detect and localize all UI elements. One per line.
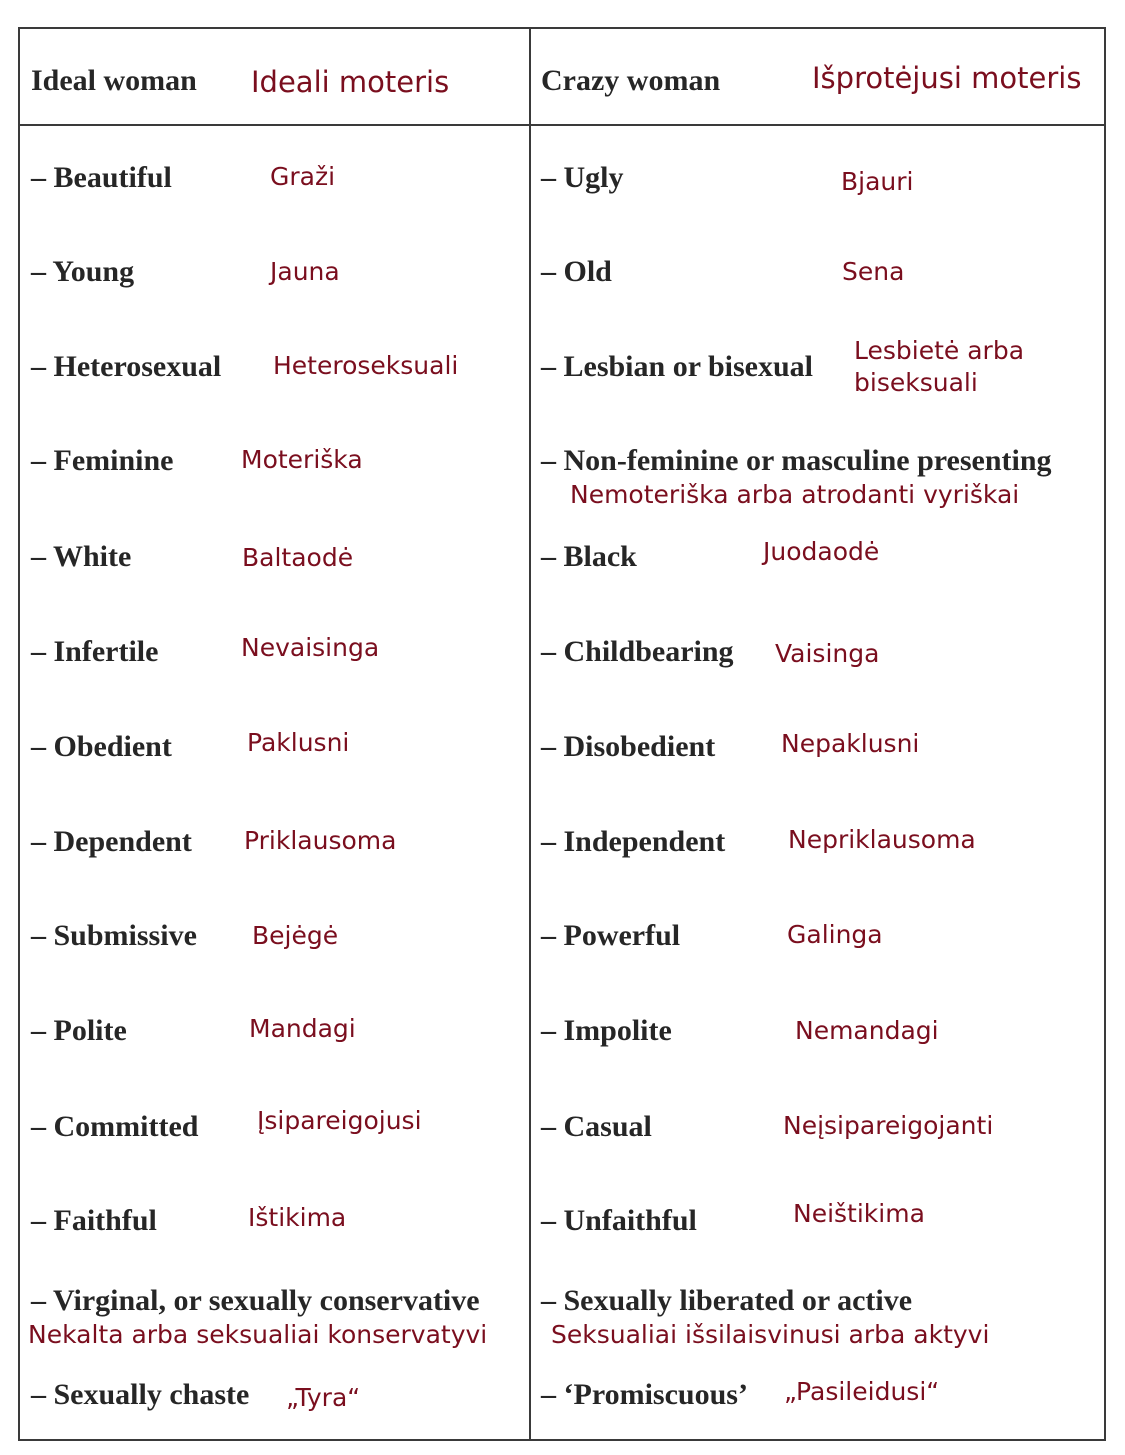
ideal-item-lt: Įsipareigojusi (257, 1106, 422, 1135)
ideal-item-lt: Jauna (270, 257, 340, 286)
ideal-item-en: – Young (31, 255, 135, 288)
ideal-item-en: – Faithful (31, 1204, 157, 1237)
ideal-item-en: – Committed (31, 1110, 199, 1143)
crazy-item-en: – ‘Promiscuous’ (541, 1378, 748, 1411)
crazy-item-lt: Nemoteriška arba atrodanti vyriškai (570, 480, 1020, 509)
ideal-item-en: – Dependent (31, 825, 192, 858)
ideal-item-en: – Heterosexual (31, 350, 222, 383)
crazy-item-en: – Non-feminine or masculine presenting (541, 444, 1052, 477)
ideal-item-lt: Bejėgė (252, 921, 339, 950)
ideal-item-en: – Obedient (31, 730, 172, 763)
ideal-item-lt: Nekalta arba seksualiai konservatyvi (28, 1320, 488, 1349)
ideal-item-lt: Mandagi (249, 1014, 356, 1043)
crazy-item-lt: Lesbietė arba biseksuali (854, 336, 1025, 397)
crazy-item-lt: Galinga (787, 920, 883, 949)
crazy-item-lt: Neištikima (793, 1199, 925, 1228)
column-divider (529, 29, 531, 1439)
crazy-item-en: – Impolite (541, 1014, 672, 1047)
crazy-item-lt: „Pasileidusi“ (784, 1377, 940, 1406)
crazy-item-lt: Seksualiai išsilaisvinusi arba aktyvi (551, 1320, 990, 1349)
crazy-item-en: – Black (541, 540, 637, 573)
header-divider (20, 124, 1104, 126)
crazy-item-en: – Sexually liberated or active (541, 1284, 913, 1317)
ideal-item-lt: „Tyra“ (286, 1383, 361, 1412)
header-crazy-lt: Išprotėjusi moteris (812, 61, 1082, 95)
ideal-item-en: – White (31, 540, 132, 573)
crazy-item-en: – Unfaithful (541, 1204, 697, 1237)
crazy-item-en: – Childbearing (541, 635, 734, 668)
ideal-item-lt: Baltaodė (242, 543, 354, 572)
crazy-item-lt: Nepriklausoma (788, 825, 976, 854)
crazy-item-en: – Lesbian or bisexual (541, 350, 814, 383)
ideal-item-lt: Moteriška (241, 445, 363, 474)
crazy-item-en: – Powerful (541, 919, 681, 952)
ideal-item-en: – Sexually chaste (31, 1378, 250, 1411)
crazy-item-lt: Vaisinga (775, 639, 880, 668)
crazy-item-lt: Sena (842, 257, 905, 286)
crazy-item-en: – Independent (541, 825, 726, 858)
ideal-item-en: – Polite (31, 1014, 127, 1047)
crazy-item-en: – Disobedient (541, 730, 716, 763)
ideal-item-en: – Feminine (31, 444, 174, 477)
crazy-item-lt: Nemandagi (795, 1016, 939, 1045)
ideal-item-en: – Infertile (31, 635, 159, 668)
crazy-item-en: – Old (541, 255, 612, 288)
crazy-item-en: – Casual (541, 1110, 652, 1143)
ideal-item-lt: Priklausoma (244, 826, 397, 855)
ideal-item-en: – Beautiful (31, 161, 172, 194)
ideal-item-lt: Graži (270, 162, 336, 191)
comparison-table (18, 27, 1106, 1441)
ideal-item-en: – Virginal, or sexually conservative (31, 1284, 480, 1317)
ideal-item-lt: Nevaisinga (241, 633, 380, 662)
header-ideal-lt: Ideali moteris (251, 65, 450, 99)
ideal-item-lt: Paklusni (247, 728, 350, 757)
crazy-item-lt: Neįsipareigojanti (783, 1111, 994, 1140)
ideal-item-lt: Ištikima (248, 1203, 347, 1232)
crazy-item-lt: Juodaodė (763, 537, 880, 566)
header-crazy-en: Crazy woman (541, 64, 721, 97)
crazy-item-lt: Bjauri (841, 167, 914, 196)
crazy-item-en: – Ugly (541, 161, 624, 194)
crazy-item-lt: Nepaklusni (781, 729, 920, 758)
ideal-item-lt: Heteroseksuali (273, 351, 459, 380)
header-ideal-en: Ideal woman (31, 64, 197, 97)
ideal-item-en: – Submissive (31, 919, 197, 952)
